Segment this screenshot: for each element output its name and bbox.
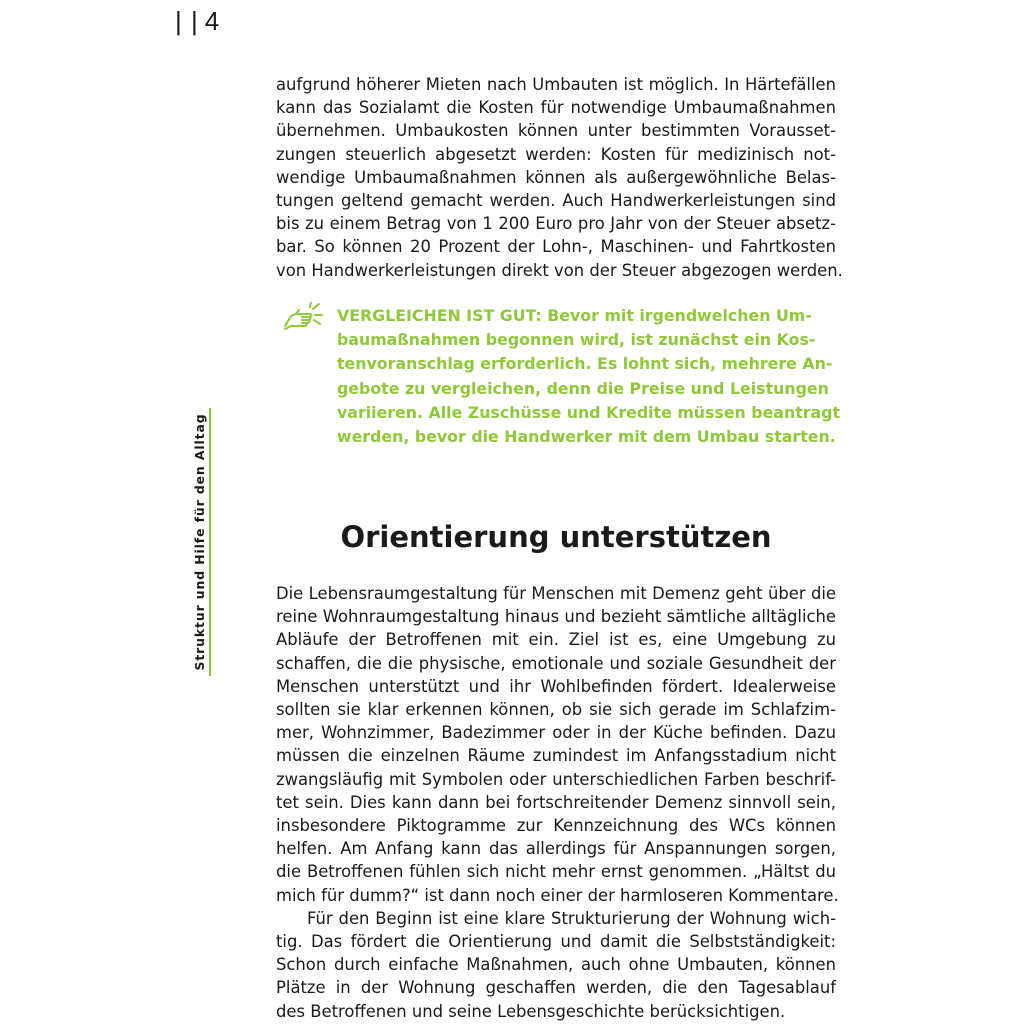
text-line: schaffen, die die physische, emotionale und soziale Gesundheit der — [276, 653, 836, 673]
text-line: helfen. Am Anfang kann das allerdings für Anspannungen sorgen, — [276, 839, 836, 859]
tip-line: VERGLEICHEN IST GUT: Bevor mit irgendwelchen Um- — [337, 306, 812, 325]
text-line: übernehmen. Umbaukosten können unter bestimmten Vorausset- — [276, 121, 836, 141]
text-line: zwangsläufig mit Symbolen oder unterschiedlichen Farben beschrif- — [276, 769, 836, 789]
text-line: tig. Das fördert die Orientierung und damit die Selbstständigkeit: — [276, 932, 836, 952]
text-line: des Betroffenen und seine Lebensgeschichte berücksichtigen. — [276, 1001, 786, 1021]
text-line: mich für dumm?“ ist dann noch einer der harmloseren Kommentare. — [276, 885, 839, 905]
paragraph-2 — [276, 582, 839, 1023]
tip-box — [337, 304, 841, 449]
text-line: insbesondere Piktogramme zur Kennzeichnung des WCs können — [276, 816, 836, 836]
text-line: bis zu einem Betrag von 1 200 Euro pro Jahr von der Steuer absetz- — [276, 214, 836, 234]
text-line: Menschen unterstützt und ihr Wohlbefinden fördert. Idealerweise — [276, 676, 836, 696]
text-line: tet sein. Dies kann dann bei fortschreitender Demenz sinnvoll sein, — [276, 792, 836, 812]
page-number-value: 4 — [204, 6, 221, 36]
text-line: aufgrund höherer Mieten nach Umbauten ist möglich. In Härtefällen — [276, 75, 836, 94]
paragraph-1 — [276, 73, 843, 282]
text-line: mer, Wohnzimmer, Badezimmer oder in der Küche befinden. Dazu — [276, 723, 836, 743]
tip-line: baumaßnahmen begonnen wird, ist zunächst ein Kos- — [337, 330, 816, 350]
text-line: von Handwerkerleistungen direkt von der Steuer abgezogen werden. — [276, 260, 843, 280]
text-line: reine Wohnraumgestaltung hinaus und bezieht sämtliche alltägliche — [276, 607, 836, 627]
running-head — [190, 408, 210, 676]
text-line: sollten sie klar erkennen können, ob sie sich gerade im Schlafzim- — [276, 700, 836, 720]
text-line: die Betroffenen fühlen sich nicht mehr ernst genommen. „Hältst du — [276, 862, 836, 882]
section-heading: Orientierung unterstützen — [340, 520, 772, 554]
running-head-rule — [209, 408, 211, 676]
running-head-text: Struktur und Hilfe für den Alltag — [192, 413, 207, 671]
text-line: Für den Beginn ist eine klare Strukturierung der Wohnung wich- — [307, 908, 836, 928]
text-line: müssen die einzelnen Räume zumindest im Anfangsstadium nicht — [276, 746, 836, 766]
text-line: Schon durch einfache Maßnahmen, auch ohne Umbauten, können — [276, 955, 836, 975]
text-line: Die Lebensraumgestaltung für Menschen mit Demenz geht über die — [276, 584, 836, 603]
text-line: Plätze in der Wohnung geschaffen werden, die den Tagesablauf — [276, 978, 836, 998]
page-number-bars: | | — [175, 6, 199, 36]
tip-line: tenvoranschlag erforderlich. Es lohnt sich, mehrere An- — [337, 354, 833, 374]
pointing-hand-icon — [282, 302, 330, 334]
text-line: wendige Umbaumaßnahmen können als außergewöhnliche Belas- — [276, 167, 836, 187]
text-line: kann das Sozialamt die Kosten für notwendige Umbaumaßnahmen — [276, 98, 836, 118]
page-number — [175, 6, 220, 37]
text-line: tungen geltend gemacht werden. Auch Handwerkerleistungen sind — [276, 191, 836, 211]
text-line: zungen steuerlich abgesetzt werden: Kosten für medizinisch not- — [276, 144, 836, 164]
text-line: Abläufe der Betroffenen mit ein. Ziel ist es, eine Umgebung zu — [276, 630, 836, 650]
tip-line: gebote zu vergleichen, denn die Preise und Leistungen — [337, 378, 829, 398]
tip-line: werden, bevor die Handwerker mit dem Umbau starten. — [337, 427, 836, 447]
tip-line: variieren. Alle Zuschüsse und Kredite müssen beantragt — [337, 402, 841, 422]
text-line: bar. So können 20 Prozent der Lohn-, Maschinen- und Fahrtkosten — [276, 237, 836, 257]
